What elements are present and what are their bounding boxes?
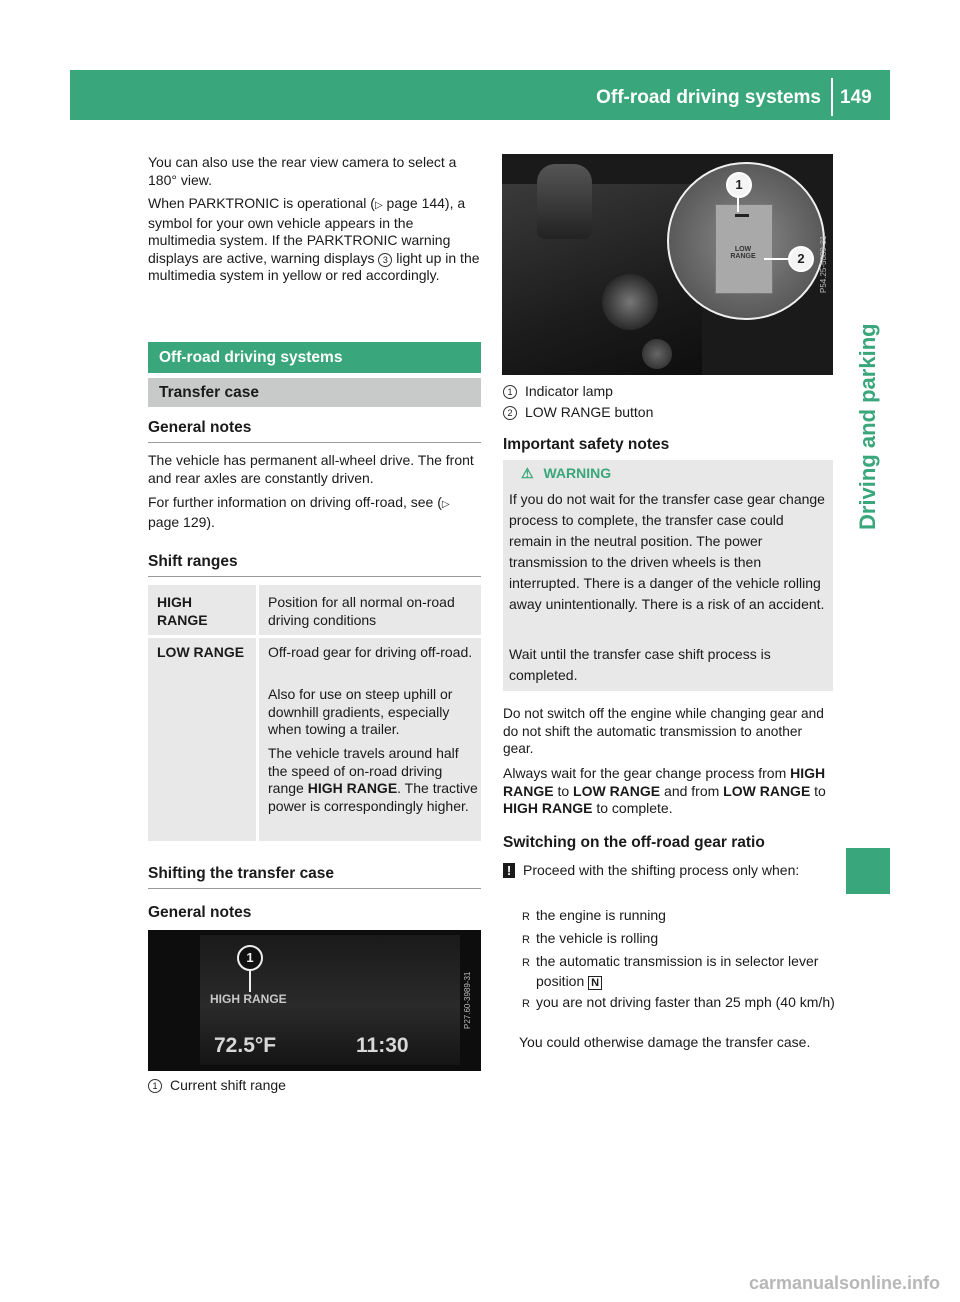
bullet-text-2: the vehicle is rolling — [535, 930, 659, 946]
section-bar — [148, 342, 481, 373]
safety-paragraph-2 — [503, 765, 835, 818]
display-caption — [148, 1077, 482, 1095]
shift-ranges-heading: Shift ranges — [148, 553, 238, 570]
low-desc-text-a: The vehicle travels around half the speed of on-road driving range — [268, 745, 459, 796]
side-tab-label — [846, 300, 890, 530]
subsection-title: Transfer case — [159, 383, 259, 401]
intro-paragraph-1: You can also use the rear view camera to select a 180° view. — [148, 154, 457, 188]
bullet-icon: R — [522, 998, 530, 1010]
header-title: Off-road driving systems — [596, 87, 821, 108]
safety-p2-bold-3: LOW RANGE — [723, 782, 811, 799]
safety-p2-text-d: and from — [660, 782, 724, 799]
low-desc-bold: HIGH RANGE — [307, 780, 398, 796]
safety-p2-text-c: to — [553, 782, 574, 799]
gear-selector — [537, 164, 592, 239]
bullet-item-4 — [522, 994, 841, 1014]
bullet-item-2 — [522, 930, 832, 950]
general-paragraph-1: The vehicle has permanent all-wheel drive. The front and rear axles are constantly driven. — [148, 452, 474, 486]
gear-n-text: N — [591, 976, 600, 989]
callout-1-line — [249, 970, 251, 992]
callout-1-text: 1 — [735, 177, 743, 192]
intro-paragraph-2 — [148, 195, 482, 285]
console-button-lower — [642, 339, 672, 369]
callout-1-circle — [726, 172, 752, 198]
switching-outro: You could otherwise damage the transfer case. — [519, 1034, 811, 1050]
bullet-icon: R — [522, 957, 530, 969]
switching-heading: Switching on the off-road gear ratio — [503, 834, 765, 851]
gear-n-icon — [588, 976, 602, 990]
callout-2-line — [764, 258, 788, 260]
legend-text-2: LOW RANGE button — [525, 404, 654, 420]
marker-3-icon — [378, 253, 392, 267]
callout-2-text: 2 — [797, 251, 805, 266]
callout-1-line — [737, 196, 739, 212]
notice-mark-text: ! — [506, 863, 512, 878]
console-image — [502, 154, 833, 375]
shifting-heading: Shifting the transfer case — [148, 865, 335, 882]
bullet-item-1 — [522, 907, 832, 927]
warning-title: WARNING — [543, 465, 612, 481]
safety-p2-text-e: to — [810, 782, 826, 799]
bullet-text-3: the automatic transmission is in selector lever position — [535, 953, 819, 989]
table-cell-high-desc: Position for all normal on-road driving conditions — [268, 594, 455, 628]
intro-text-a: When PARKTRONIC is operational ( — [148, 195, 375, 211]
intro-text-b: page 144), a symbol for your own vehicle appears in the multimedia system. If the PARKTRONIC warning displays are active, warning displays — [148, 195, 466, 266]
table-cell-low-desc-2: Also for use on steep uphill or downhill gradients, especially when towing a trailer. — [268, 686, 453, 737]
marker-3-text: 3 — [382, 254, 388, 265]
table-cell-low-label: LOW RANGE — [157, 644, 245, 660]
warning-header — [521, 465, 611, 482]
notice-text: Proceed with the shifting process only when: — [523, 862, 800, 878]
display-temperature: 72.5°F — [214, 1034, 277, 1057]
side-tab-text: Driving and parking — [855, 323, 880, 530]
warning-paragraph-1: If you do not wait for the transfer case gear change process to complete, the transfer case could remain in the neutral position. The power transmission to the driven wheels is then interrupted. There is a danger of the vehicle rolling away unintentionally. There is a risk of an accident. — [509, 491, 825, 612]
legend-num-2-icon: 2 — [503, 406, 517, 420]
warning-paragraph-2: Wait until the transfer case shift process is completed. — [509, 646, 771, 683]
general-p2-text-b: page 129). — [148, 513, 215, 530]
safety-paragraph-1: Do not switch off the engine while changing gear and do not shift the automatic transmission to another gear. — [503, 706, 824, 756]
footer-watermark: carmanualsonline.info — [748, 1273, 940, 1293]
safety-heading: Important safety notes — [503, 436, 670, 453]
shifting-general-notes: General notes — [148, 904, 252, 921]
safety-p2-bold-4: HIGH RANGE — [503, 800, 593, 816]
bullet-text-1: the engine is running — [535, 907, 666, 923]
general-notes-rule — [148, 442, 481, 443]
indicator-lamp — [735, 214, 749, 217]
table-col-divider — [256, 585, 259, 841]
callout-1-text: 1 — [246, 950, 254, 965]
notice-paragraph — [503, 862, 833, 880]
callout-1-circle — [237, 945, 263, 971]
low-range-button-text: LOW RANGE — [730, 246, 756, 260]
caption-num-icon: 1 — [148, 1079, 162, 1093]
display-time: 11:30 — [356, 1034, 409, 1057]
legend-num-1-icon: 1 — [503, 385, 517, 399]
shift-ranges-rule — [148, 576, 481, 577]
intro-text-c: light up in the multimedia system in yellow or red accordingly. — [148, 249, 480, 283]
cluster-display-image — [148, 930, 481, 1071]
bullet-icon: R — [522, 911, 530, 923]
bullet-item-3 — [522, 953, 841, 990]
safety-p2-text-a: Always wait for the gear change process from — [503, 765, 791, 781]
side-tab-block — [846, 848, 890, 894]
header-divider — [831, 78, 833, 116]
page-number: 149 — [840, 87, 872, 108]
low-desc-text-b: . The tractive power is correspondingly higher. — [268, 780, 478, 814]
table-cell-high-label: HIGH RANGE — [157, 594, 208, 628]
console-controller-knob — [602, 274, 658, 330]
general-paragraph-2 — [148, 494, 482, 531]
bullet-text-4: you are not driving faster than 25 mph (40 km/h) — [535, 994, 835, 1010]
callout-2-circle — [788, 246, 814, 272]
display-image-code: P27.60-3989-31 — [463, 971, 472, 1030]
display-range-text: HIGH RANGE — [210, 992, 287, 1006]
general-p2-text-a: For further information on driving off-road, see ( — [148, 494, 442, 510]
general-notes-heading: General notes — [148, 419, 252, 436]
section-title: Off-road driving systems — [159, 348, 343, 366]
table-cell-low-desc-1: Off-road gear for driving off-road. — [268, 644, 473, 660]
shifting-rule — [148, 888, 481, 889]
safety-p2-text-f: to complete. — [592, 800, 673, 816]
page-ref-arrow-icon: ▷ — [441, 499, 450, 510]
caption-text: Current shift range — [170, 1077, 286, 1093]
table-cell-low-desc-3 — [268, 745, 478, 815]
safety-p2-bold-1: HIGH RANGE — [503, 765, 826, 799]
legend-item-1 — [503, 383, 833, 401]
subsection-bar — [148, 378, 481, 407]
legend-text-1: Indicator lamp — [525, 383, 613, 399]
legend-item-2 — [503, 404, 833, 422]
safety-p2-bold-2: LOW RANGE — [573, 782, 661, 799]
page-ref-arrow-icon: ▷ — [374, 200, 383, 211]
console-image-code: P54.25-5889-31 — [819, 235, 828, 294]
bullet-icon: R — [522, 934, 530, 946]
warning-triangle-icon: ⚠ — [521, 465, 534, 481]
notice-mark-icon — [503, 863, 515, 878]
